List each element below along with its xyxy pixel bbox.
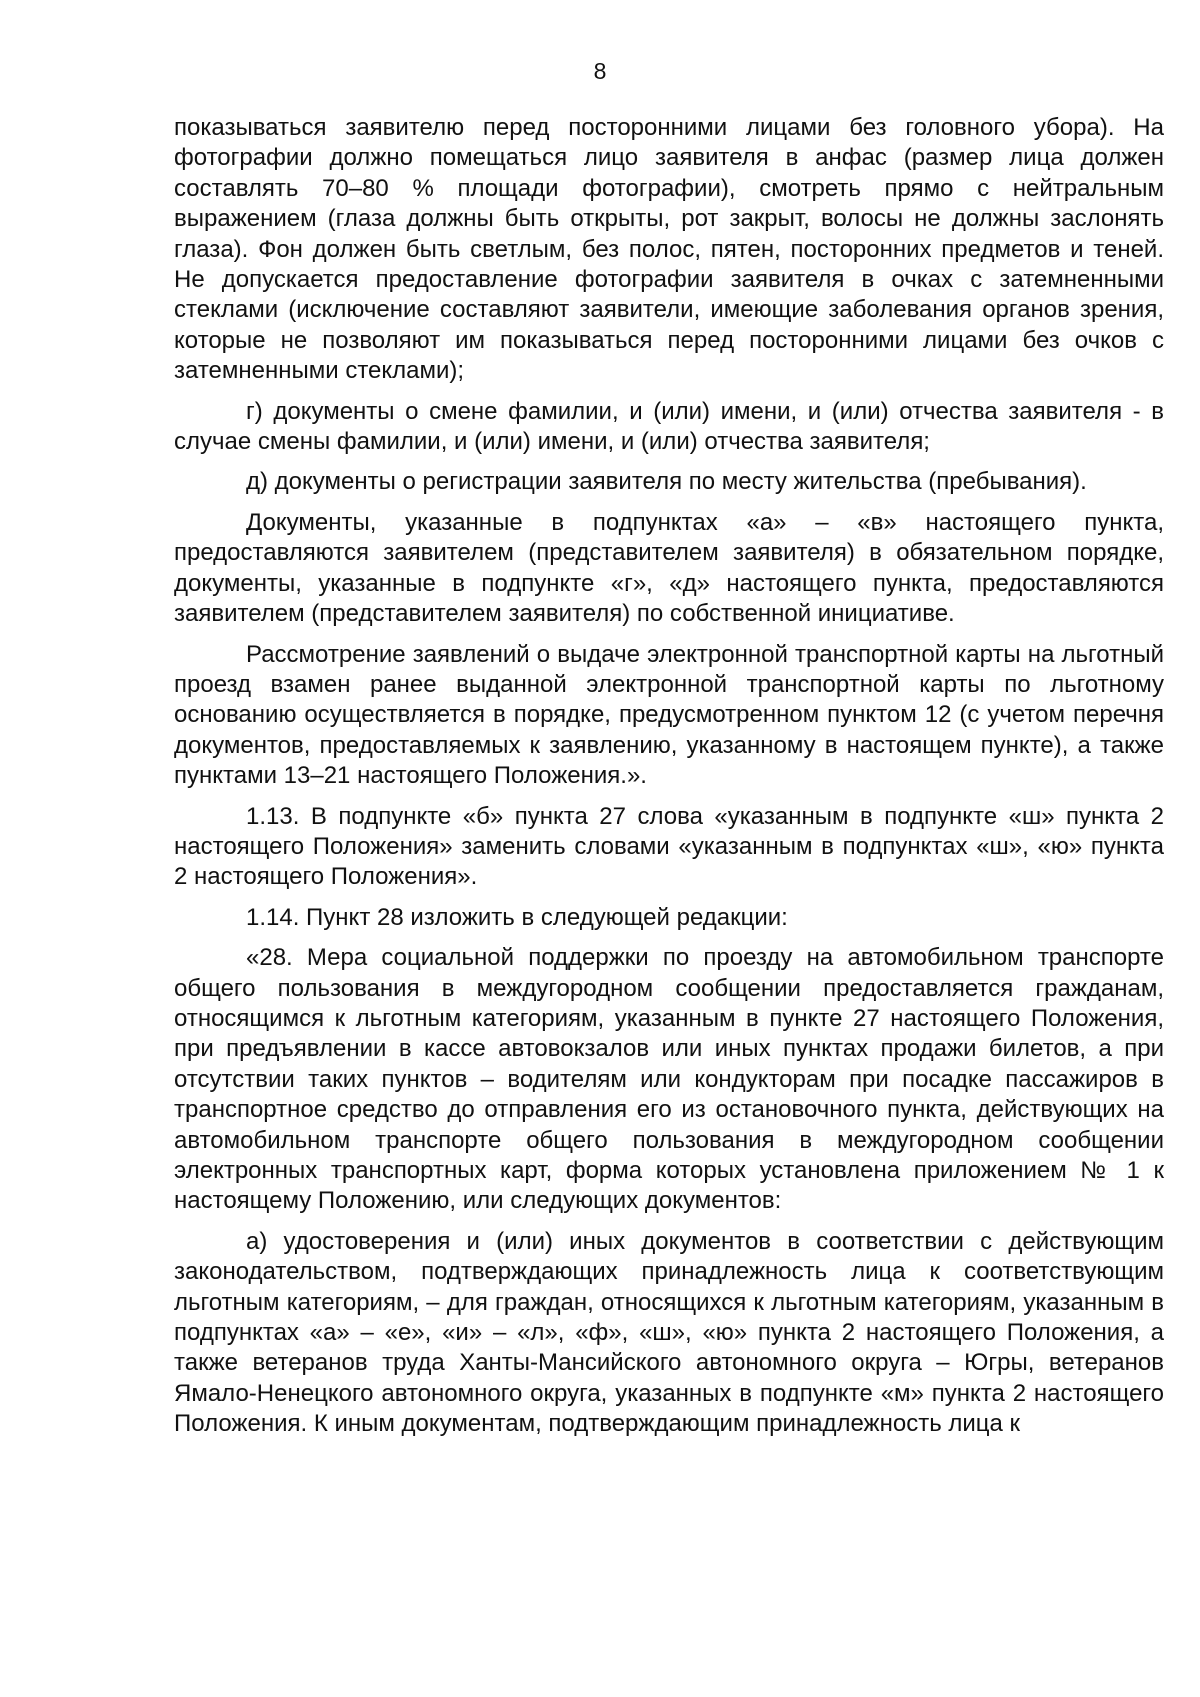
paragraph-item-d: д) документы о регистрации заявителя по месту жительства (пребывания). (246, 468, 1087, 496)
document-body (174, 113, 1164, 1450)
paragraph-item-a: а) удостоверения и (или) иных документов в соответствии с действующим законодательством, подтверждающих принадлежность лица к соответствующим льготным категориям, – для граждан, относящихся к льготным категориям, указанным в подпунктах «а» – «е», «и» – «л», «ф», «ш», «ю» пункта 2 настоящего Положения, а также ветеранов труда Ханты-Мансийского автономного округа – Югры, ветеранов Ямало-Ненецкого автономного округа, указанных в подпункте «м» пункта 2 настоящего Положения. К иным документам, подтверждающим принадлежность лица к (174, 1227, 1164, 1438)
paragraph-1-14: 1.14. Пункт 28 изложить в следующей редакции: (246, 903, 788, 931)
paragraph-review-applications: Рассмотрение заявлений о выдаче электронной транспортной карты на льготный проезд взамен ранее выданной электронной транспортной карты по льготному основанию осуществляется в порядке, предусмотренном пунктом 12 (с учетом перечня документов, предоставляемых к заявлению, указанному в настоящем пункте), а также пунктами 13–21 настоящего Положения.». (174, 640, 1164, 790)
paragraph-photo-requirements: показываться заявителю перед посторонними лицами без головного убора). На фотографии должно помещаться лицо заявителя в анфас (размер лица должен составлять 70–80 % площади фотографии), смотреть прямо с нейтральным выражением (глаза должны быть открыты, рот закрыт, волосы не должны заслонять глаза). Фон должен быть светлым, без полос, пятен, посторонних предметов и теней. Не допускается предоставление фотографии заявителя в очках с затемненными стеклами (исключение составляют заявители, имеющие заболевания органов зрения, которые не позволяют им показываться перед посторонними лицами без очков с затемненными стеклами); (174, 114, 1164, 385)
paragraph-item-g: г) документы о смене фамилии, и (или) имени, и (или) отчества заявителя - в случае смены фамилии, и (или) имени, и (или) отчества заявителя; (174, 397, 1164, 456)
paragraph-1-13: 1.13. В подпункте «б» пункта 27 слова «указанным в подпункте «ш» пункта 2 настоящего Положения» заменить словами «указанным в подпунктах «ш», «ю» пункта 2 настоящего Положения». (174, 802, 1164, 891)
page-number: 8 (593, 58, 607, 84)
paragraph-point-28: «28. Мера социальной поддержки по проезду на автомобильном транспорте общего пользования в междугородном сообщении предоставляется гражданам, относящимся к льготным категориям, указанным в пункте 27 настоящего Положения, при предъявлении в кассе автовокзалов или иных пунктах продажи билетов, а при отсутствии таких пунктов – водителям или кондукторам при посадке пассажиров в транспортное средство до отправления его из остановочного пункта, действующих на автомобильном транспорте общего пользования в междугородном сообщении электронных транспортных карт, форма которых установлена приложением № 1 к настоящему Положению, или следующих документов: (174, 944, 1164, 1215)
paragraph-documents-order: Документы, указанные в подпунктах «а» – «в» настоящего пункта, предоставляются заявителем (представителем заявителя) в обязательном порядке, документы, указанные в подпункте «г», «д» настоящего пункта, предоставляются заявителем (представителем заявителя) по собственной инициативе. (174, 508, 1164, 628)
